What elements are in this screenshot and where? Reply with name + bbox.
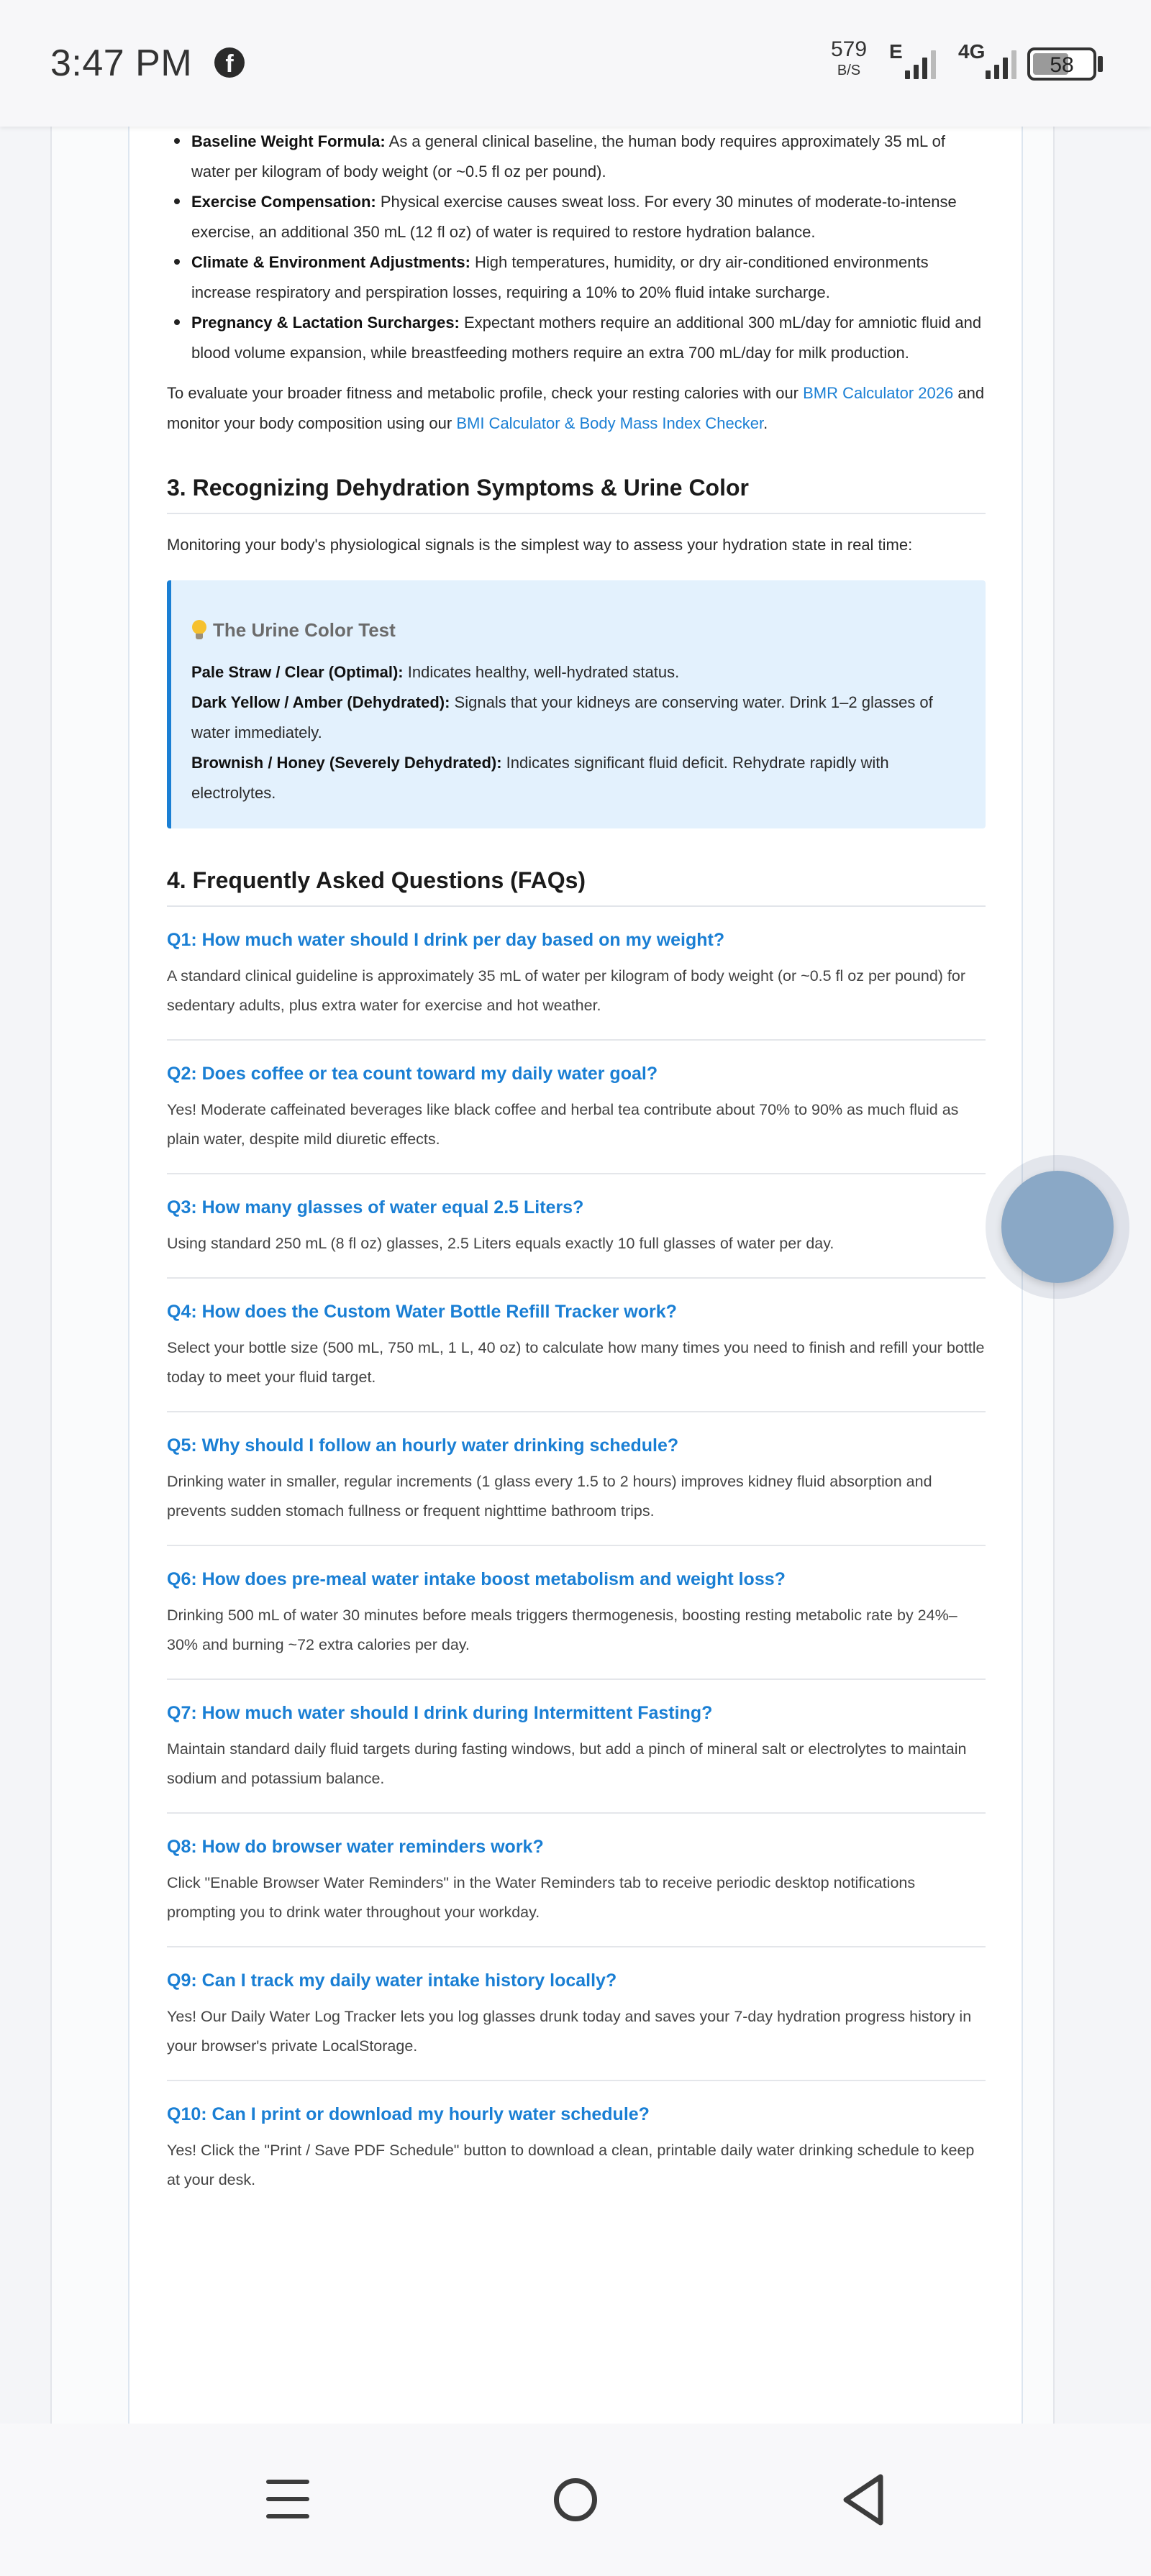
bmi-calculator-link[interactable]: BMI Calculator & Body Mass Index Checker — [456, 414, 764, 432]
evaluate-paragraph: To evaluate your broader fitness and metabolic profile, check your resting calories with our BMR Calculator 2026 and monitor your body composition using our BMI Calculator & Body Mass Index Checker. — [167, 384, 985, 432]
article-content — [167, 127, 986, 2214]
faq-question: Q3: How many glasses of water equal 2.5 Liters? — [167, 1197, 584, 1218]
faq-answer: A standard clinical guideline is approximately 35 mL of water per kilogram of body weight (or ~0.5 fl oz per pound) for sedentary adults, plus extra water for exercise and hot weather. — [167, 967, 966, 1014]
section-3-intro: Monitoring your body's physiological signals is the simplest way to assess your hydration state in real time: — [167, 536, 913, 554]
faq-question: Q10: Can I print or download my hourly water schedule? — [167, 2104, 650, 2124]
faq-answer: Maintain standard daily fluid targets during fasting windows, but add a pinch of mineral salt or electrolytes to maintain sodium and potassium balance. — [167, 1740, 967, 1787]
callout-line: Brownish / Honey (Severely Dehydrated): Indicates significant fluid deficit. Rehydrate rapidly with electrolytes. — [191, 754, 889, 802]
article-card — [128, 127, 1023, 2424]
faq-item — [167, 1814, 986, 1947]
faq-item — [167, 2081, 986, 2214]
status-bar — [0, 0, 1151, 127]
faq-question: Q5: Why should I follow an hourly water drinking schedule? — [167, 1435, 679, 1456]
faq-question: Q7: How much water should I drink during Intermittent Fasting? — [167, 1703, 713, 1723]
list-item: Pregnancy & Lactation Surcharges: Expectant mothers require an additional 300 mL/day for amniotic fluid and blood volume expansion, while breastfeeding mothers require an extra 700 mL/day for milk production. — [167, 308, 986, 368]
faq-item — [167, 1412, 986, 1546]
faq-item — [167, 1680, 986, 1814]
section-4-heading: 4. Frequently Asked Questions (FAQs) — [167, 867, 986, 907]
faq-item — [167, 1546, 986, 1680]
faq-item — [167, 907, 986, 1041]
network-speed — [829, 39, 869, 78]
section-3-heading: 3. Recognizing Dehydration Symptoms & Urine Color — [167, 475, 986, 514]
faq-list — [167, 907, 986, 2214]
faq-answer: Click "Enable Browser Water Reminders" in the Water Reminders tab to receive periodic desktop notifications prompting you to drink water throughout your workday. — [167, 1874, 916, 1921]
faq-item — [167, 1279, 986, 1412]
faq-question: Q4: How does the Custom Water Bottle Refill Tracker work? — [167, 1302, 677, 1322]
list-item: Climate & Environment Adjustments: High temperatures, humidity, or dry air-conditioned environments increase respiratory and perspiration losses, requiring a 10% to 20% fluid intake surcharge. — [167, 247, 986, 308]
navigation-bar — [0, 2424, 1151, 2576]
faq-item — [167, 1947, 986, 2081]
faq-question: Q8: How do browser water reminders work? — [167, 1837, 544, 1857]
faq-question: Q1: How much water should I drink per day based on my weight? — [167, 930, 725, 950]
home-icon[interactable] — [540, 2464, 611, 2536]
faq-answer: Select your bottle size (500 mL, 750 mL, 1 L, 40 oz) to calculate how many times you need to finish and refill your bottle today to meet your fluid target. — [167, 1339, 985, 1386]
faq-question: Q9: Can I track my daily water intake history locally? — [167, 1970, 617, 1991]
page-gutter-left — [0, 127, 52, 2424]
hydration-factors-list — [167, 127, 986, 368]
faq-answer: Yes! Our Daily Water Log Tracker lets you log glasses drunk today and saves your 7-day hydration progress history in your browser's private LocalStorage. — [167, 2008, 972, 2055]
faq-answer: Drinking water in smaller, regular increments (1 glass every 1.5 to 2 hours) improves kidney fluid absorption and prevents sudden stomach fullness or frequent nighttime bathroom trips. — [167, 1473, 932, 1520]
floating-action-button[interactable] — [1001, 1171, 1114, 1283]
list-item: Exercise Compensation: Physical exercise causes sweat loss. For every 30 minutes of moderate-to-intense exercise, an additional 350 mL (12 fl oz) of water is required to restore hydration balance. — [167, 187, 986, 247]
signal-bars-icon — [905, 46, 936, 79]
status-time: 3:47 PM — [50, 42, 193, 84]
network-speed-value: 579 — [830, 37, 868, 61]
list-item: Baseline Weight Formula: As a general clinical baseline, the human body requires approximately 35 mL of water per kilogram of body weight (or ~0.5 fl oz per pound). — [167, 127, 986, 187]
lightbulb-icon — [191, 620, 207, 641]
faq-question: Q6: How does pre-meal water intake boost metabolism and weight loss? — [167, 1569, 786, 1589]
callout-line: Dark Yellow / Amber (Dehydrated): Signals that your kidneys are conserving water. Drink 1–2 glasses of water immediately. — [191, 693, 933, 741]
callout-line: Pale Straw / Clear (Optimal): Indicates healthy, well-hydrated status. — [191, 663, 680, 681]
battery-icon — [1027, 47, 1096, 81]
faq-answer: Drinking 500 mL of water 30 minutes before meals triggers thermogenesis, boosting resting metabolic rate by 24%–30% and burning ~72 extra calories per day. — [167, 1607, 957, 1653]
urine-color-callout — [167, 580, 986, 828]
faq-answer: Yes! Click the "Print / Save PDF Schedule" button to download a clean, printable daily water drinking schedule to keep at your desk. — [167, 2142, 975, 2188]
faq-question: Q2: Does coffee or tea count toward my daily water goal? — [167, 1064, 658, 1084]
facebook-icon: f — [214, 47, 245, 78]
battery-level: 58 — [1050, 53, 1074, 77]
signal-type-4g: 4G — [958, 40, 986, 63]
faq-item — [167, 1041, 986, 1174]
faq-answer: Using standard 250 mL (8 fl oz) glasses, 2.5 Liters equals exactly 10 full glasses of water per day. — [167, 1235, 834, 1252]
signal-type-e: E — [889, 40, 903, 63]
callout-title: The Urine Color Test — [191, 619, 964, 641]
signal-bars-4g-icon — [986, 46, 1016, 79]
faq-item — [167, 1174, 986, 1279]
faq-answer: Yes! Moderate caffeinated beverages like black coffee and herbal tea contribute about 70% to 90% as much fluid as plain water, despite mild diuretic effects. — [167, 1101, 959, 1148]
menu-icon[interactable] — [252, 2464, 324, 2536]
network-speed-unit: B/S — [837, 63, 861, 78]
bmr-calculator-link[interactable]: BMR Calculator 2026 — [803, 384, 954, 402]
back-triangle-icon[interactable] — [827, 2464, 899, 2536]
